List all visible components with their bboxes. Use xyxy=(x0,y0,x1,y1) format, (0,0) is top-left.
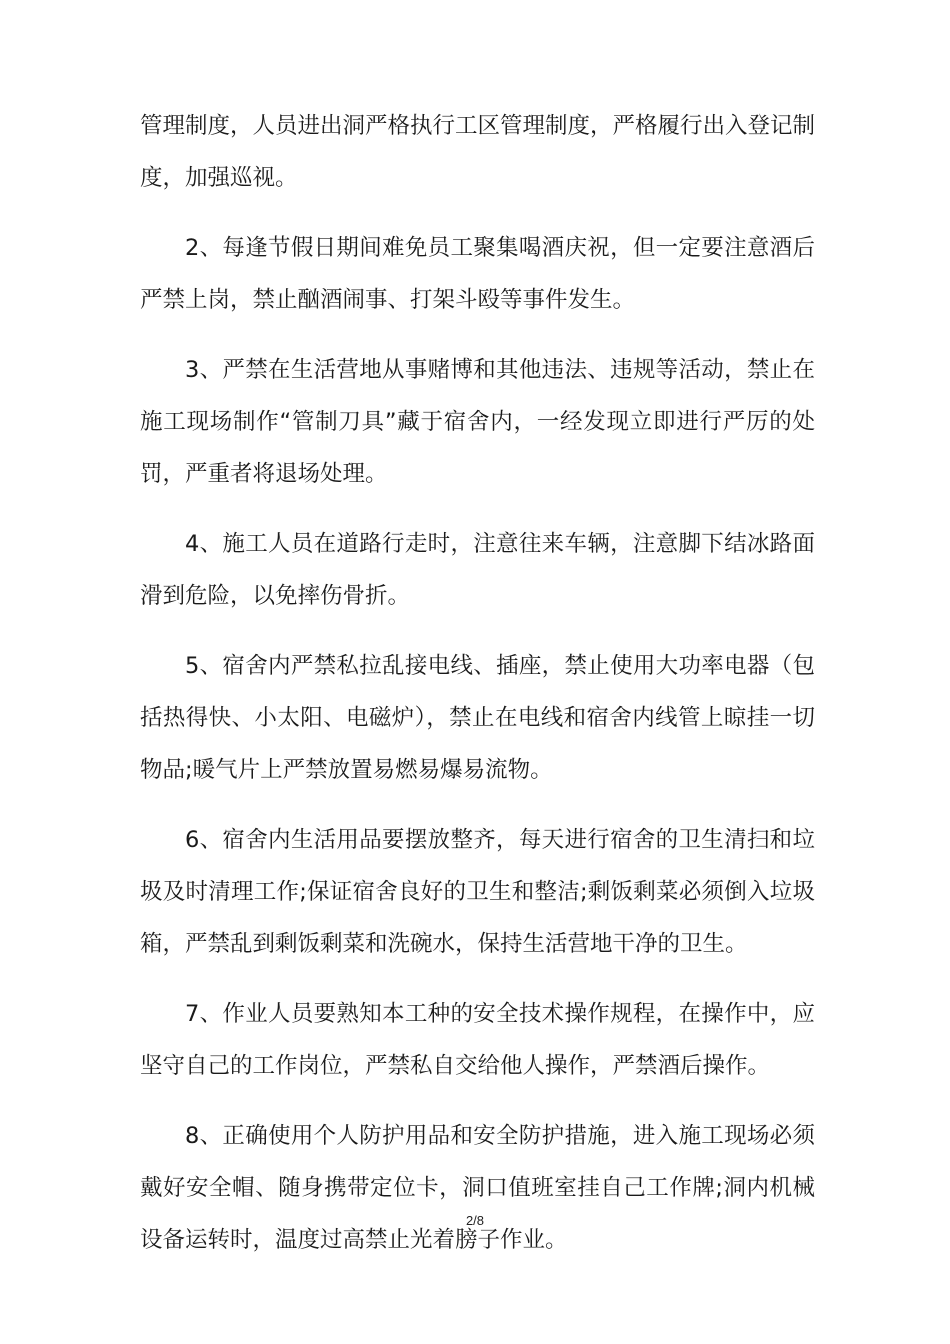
paragraph-item-3: 3、严禁在生活营地从事赌博和其他违法、违规等活动，禁止在施工现场制作“管制刀具”藏于宿舍内，一经发现立即进行严厉的处罚，严重者将退场处理。 xyxy=(140,357,815,487)
paragraph-continuation: 管理制度，人员进出洞严格执行工区管理制度，严格履行出入登记制度，加强巡视。 xyxy=(140,113,816,191)
paragraph-item-4: 4、施工人员在道路行走时，注意往来车辆，注意脚下结冰路面滑到危险，以免摔伤骨折。 xyxy=(140,531,815,609)
page-number: 2/8 xyxy=(465,1213,485,1228)
paragraph-item-6: 6、宿舍内生活用品要摆放整齐，每天进行宿舍的卫生清扫和垃圾及时清理工作;保证宿舍良好的卫生和整洁;剩饭剩菜必须倒入垃圾箱，严禁乱到剩饭剩菜和洗碗水，保持生活营地干净的卫生。 xyxy=(140,827,815,957)
paragraph-item-5: 5、宿舍内严禁私拉乱接电线、插座，禁止使用大功率电器（包括热得快、小太阳、电磁炉），禁止在电线和宿舍内线管上晾挂一切物品;暖气片上严禁放置易燃易爆易流物。 xyxy=(140,653,815,783)
document-body xyxy=(140,100,815,1284)
paragraph-item-8: 8、正确使用个人防护用品和安全防护措施，进入施工现场必须戴好安全帽、随身携带定位卡，洞口值班室挂自己工作牌;洞内机械设备运转时，温度过高禁止光着膀子作业。 xyxy=(140,1123,815,1253)
paragraph-item-7: 7、作业人员要熟知本工种的安全技术操作规程，在操作中，应坚守自己的工作岗位，严禁私自交给他人操作，严禁酒后操作。 xyxy=(140,1001,815,1079)
paragraph-item-2: 2、每逢节假日期间难免员工聚集喝酒庆祝，但一定要注意酒后严禁上岗，禁止酗酒闹事、打架斗殴等事件发生。 xyxy=(140,235,815,313)
